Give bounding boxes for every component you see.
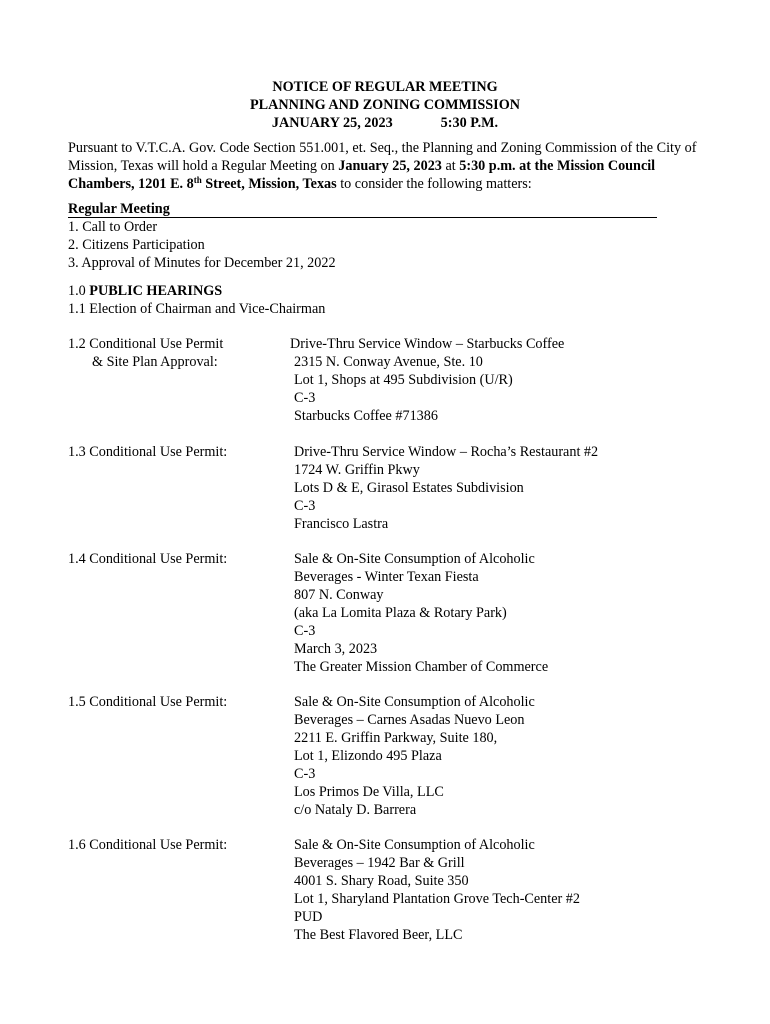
detail-line: Lot 1, Elizondo 495 Plaza xyxy=(294,748,442,764)
detail-line: Beverages – 1942 Bar & Grill xyxy=(294,855,465,871)
meeting-date: JANUARY 25, 2023 xyxy=(271,115,393,131)
detail-line: PUD xyxy=(294,909,323,925)
agenda-item: 2. Citizens Participation xyxy=(68,237,205,253)
detail-line: Drive-Thru Service Window – Rocha’s Restaurant #2 xyxy=(294,444,599,460)
detail-line: Lots D & E, Girasol Estates Subdivision xyxy=(294,480,524,496)
detail-line: Los Primos De Villa, LLC xyxy=(294,784,444,800)
regular-meeting-section xyxy=(68,201,668,272)
detail-line: Sale & On-Site Consumption of Alcoholic xyxy=(294,694,535,710)
hearing-label xyxy=(68,836,288,854)
agenda-item: 1. Call to Order xyxy=(68,219,158,235)
title-line-2: PLANNING AND ZONING COMMISSION xyxy=(250,97,520,113)
detail-line: C-3 xyxy=(294,766,316,782)
hearing-details xyxy=(290,335,710,425)
intro-tail: to consider the following matters: xyxy=(336,176,532,192)
hearing-details xyxy=(294,836,714,944)
detail-line: Sale & On-Site Consumption of Alcoholic xyxy=(294,837,535,853)
detail-line: Francisco Lastra xyxy=(294,516,389,532)
detail-line: 2211 E. Griffin Parkway, Suite 180, xyxy=(294,730,498,746)
detail-line: 807 N. Conway xyxy=(294,587,384,603)
hearing-label xyxy=(68,443,288,461)
detail-line: Drive-Thru Service Window – Starbucks Coffee xyxy=(290,336,565,352)
public-hearings-section xyxy=(68,282,325,318)
intro-text: Pursuant to V.T.C.A. Gov. Code Section 551.001, et. Seq., the Planning and Zoning Commission of the City of Mission, Texas will hold a Regular Meeting on xyxy=(68,140,697,174)
title-date-line xyxy=(0,114,770,132)
intro-date: January 25, 2023 xyxy=(338,158,442,174)
hearing-label-line: 1.4 Conditional Use Permit: xyxy=(68,551,228,567)
intro-location-b: Street, Mission, Texas xyxy=(201,176,337,192)
intro-location-sup: th xyxy=(193,175,202,185)
title-line-1: NOTICE OF REGULAR MEETING xyxy=(272,79,498,95)
hearing-label xyxy=(68,550,288,568)
detail-line: C-3 xyxy=(294,498,316,514)
intro-paragraph xyxy=(68,139,718,193)
public-hearings-number: 1.0 xyxy=(68,283,90,299)
detail-line: (aka La Lomita Plaza & Rotary Park) xyxy=(294,605,507,621)
detail-line: Lot 1, Sharyland Plantation Grove Tech-Center #2 xyxy=(294,891,580,907)
detail-line: c/o Nataly D. Barrera xyxy=(294,802,417,818)
hearing-details xyxy=(294,443,714,533)
hearing-label-line: 1.3 Conditional Use Permit: xyxy=(68,444,228,460)
regular-meeting-heading: Regular Meeting xyxy=(68,201,657,218)
detail-line: 4001 S. Shary Road, Suite 350 xyxy=(294,873,469,889)
hearing-label xyxy=(68,335,288,371)
intro-location-a: at the Mission Council Chambers, 1201 E. 8 xyxy=(68,158,656,192)
hearing-label xyxy=(68,693,288,711)
hearing-label-line: 1.5 Conditional Use Permit: xyxy=(68,694,228,710)
detail-line: The Greater Mission Chamber of Commerce xyxy=(294,659,549,675)
intro-at: at xyxy=(441,158,460,174)
hearing-label-line: 1.6 Conditional Use Permit: xyxy=(68,837,228,853)
notice-title xyxy=(0,78,770,132)
intro-time: 5:30 p.m. xyxy=(459,158,516,174)
meeting-time: 5:30 P.M. xyxy=(440,115,499,131)
detail-line: Starbucks Coffee #71386 xyxy=(294,408,438,424)
public-hearings-title: PUBLIC HEARINGS xyxy=(89,283,223,299)
detail-line: Sale & On-Site Consumption of Alcoholic xyxy=(294,551,535,567)
detail-line: Beverages - Winter Texan Fiesta xyxy=(294,569,479,585)
election-item: 1.1 Election of Chairman and Vice-Chairman xyxy=(68,301,326,317)
detail-line: 1724 W. Griffin Pkwy xyxy=(294,462,420,478)
detail-line: March 3, 2023 xyxy=(294,641,378,657)
detail-line: 2315 N. Conway Avenue, Ste. 10 xyxy=(294,354,483,370)
hearing-label-line: & Site Plan Approval: xyxy=(92,354,218,370)
hearing-label-line: 1.2 Conditional Use Permit xyxy=(68,336,224,352)
detail-line: C-3 xyxy=(294,623,316,639)
detail-line: C-3 xyxy=(294,390,316,406)
agenda-item: 3. Approval of Minutes for December 21, 2022 xyxy=(68,255,336,271)
detail-line: The Best Flavored Beer, LLC xyxy=(294,927,463,943)
hearing-details xyxy=(294,693,714,819)
detail-line: Beverages – Carnes Asadas Nuevo Leon xyxy=(294,712,525,728)
hearing-details xyxy=(294,550,714,676)
detail-line: Lot 1, Shops at 495 Subdivision (U/R) xyxy=(294,372,513,388)
public-hearings-heading xyxy=(68,282,325,300)
